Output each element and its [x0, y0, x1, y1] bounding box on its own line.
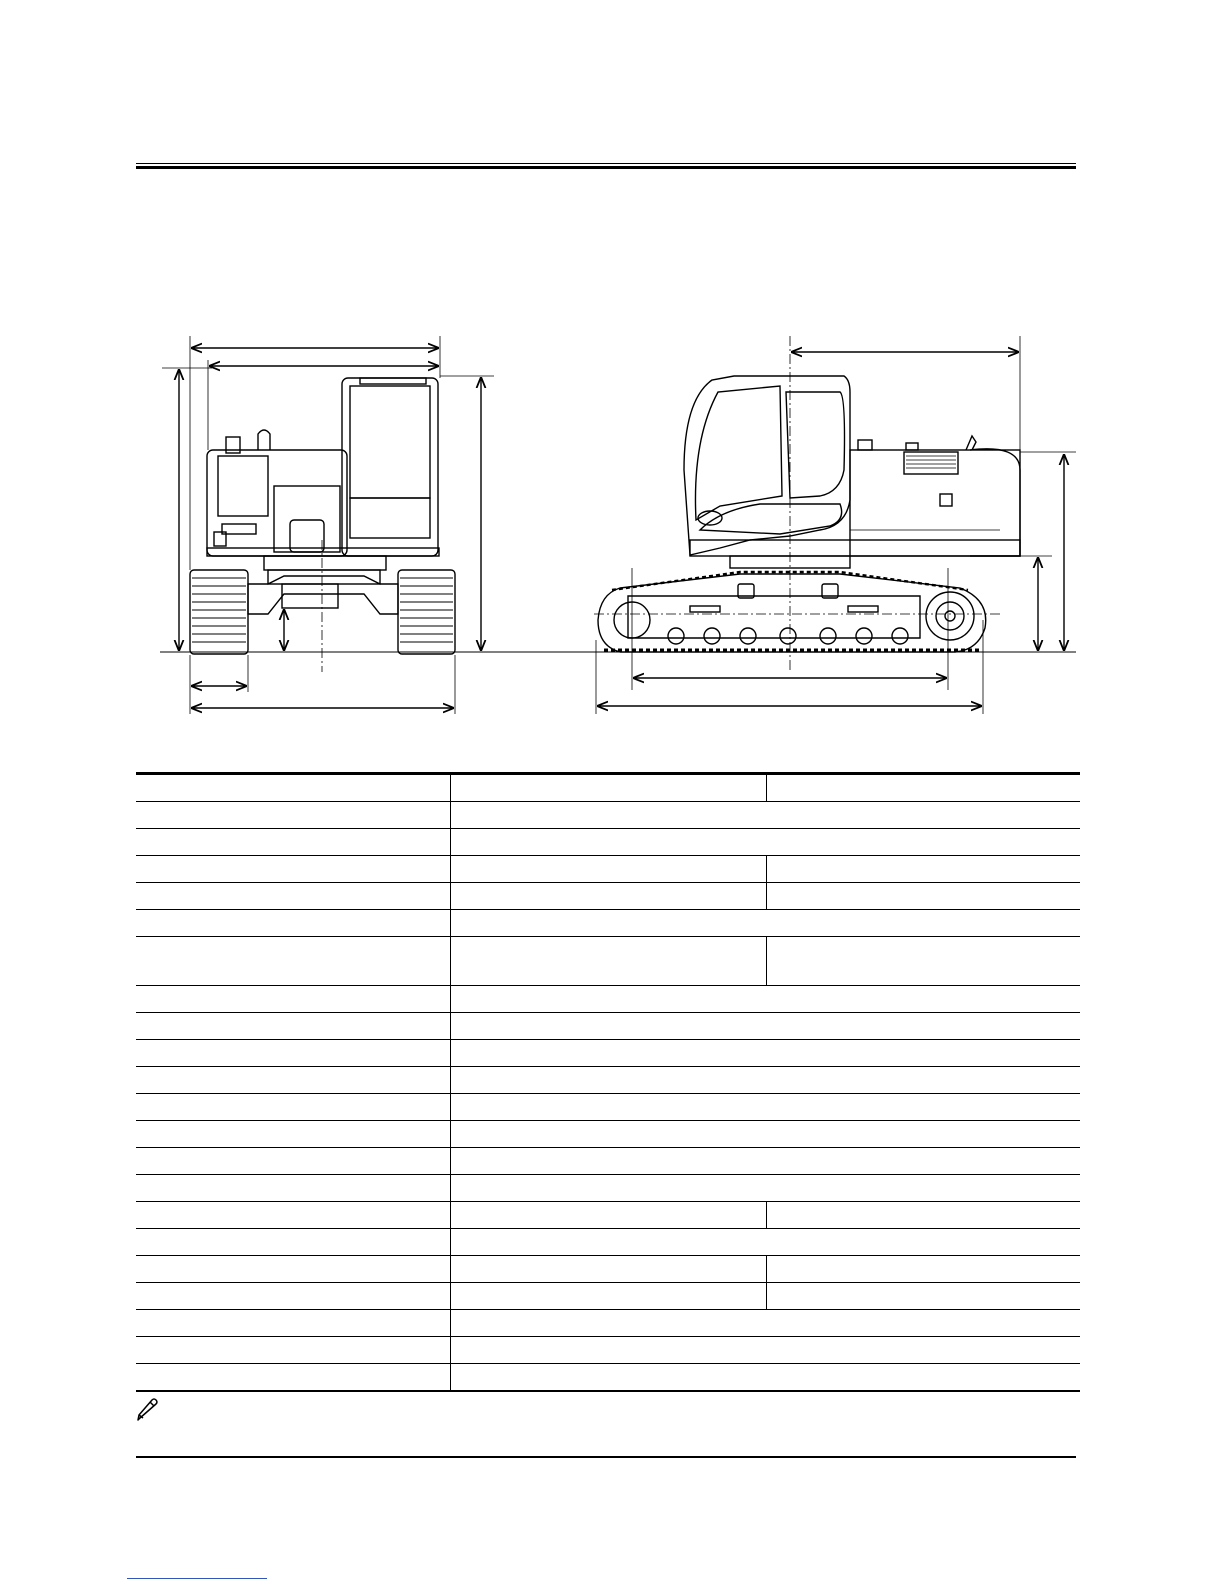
table-row — [136, 1364, 1080, 1392]
row-value — [451, 1040, 1081, 1067]
row-value — [451, 986, 1081, 1013]
table-row — [136, 937, 1080, 986]
row-value — [451, 1202, 767, 1229]
table-row — [136, 1283, 1080, 1310]
footer-link-underline[interactable] — [127, 1578, 267, 1579]
row-value — [451, 856, 767, 883]
pencil-note-icon — [134, 1396, 160, 1422]
row-label — [136, 910, 451, 937]
row-value — [451, 1256, 767, 1283]
table-row — [136, 1229, 1080, 1256]
row-label — [136, 1310, 451, 1337]
table-row — [136, 986, 1080, 1013]
front-view — [162, 336, 494, 714]
row-label — [136, 1229, 451, 1256]
table-row — [136, 1067, 1080, 1094]
row-label — [136, 1094, 451, 1121]
row-label — [136, 883, 451, 910]
row-value — [451, 1337, 1081, 1364]
table-row — [136, 856, 1080, 883]
row-label — [136, 1337, 451, 1364]
row-label — [136, 986, 451, 1013]
row-label — [136, 1364, 451, 1392]
side-view — [594, 336, 1076, 714]
row-label — [136, 774, 451, 802]
table-row — [136, 829, 1080, 856]
row-value — [767, 856, 1081, 883]
row-value — [767, 774, 1081, 802]
row-label — [136, 1067, 451, 1094]
row-label — [136, 937, 451, 986]
table-row — [136, 1310, 1080, 1337]
row-label — [136, 856, 451, 883]
table-row — [136, 774, 1080, 802]
table-row — [136, 1121, 1080, 1148]
row-value — [767, 1256, 1081, 1283]
row-value — [451, 1121, 1081, 1148]
row-value — [451, 1283, 767, 1310]
row-value — [451, 802, 1081, 829]
row-value — [451, 910, 1081, 937]
row-value — [451, 829, 1081, 856]
table-row — [136, 1013, 1080, 1040]
row-label — [136, 1256, 451, 1283]
row-label — [136, 1121, 451, 1148]
row-value — [451, 1310, 1081, 1337]
row-value — [767, 1283, 1081, 1310]
row-label — [136, 802, 451, 829]
row-value — [451, 1013, 1081, 1040]
row-label — [136, 1148, 451, 1175]
row-value — [451, 883, 767, 910]
spec-table — [136, 772, 1080, 1392]
row-label — [136, 1040, 451, 1067]
row-value — [767, 937, 1081, 986]
row-label — [136, 829, 451, 856]
row-value — [451, 937, 767, 986]
row-value — [451, 1094, 1081, 1121]
table-row — [136, 1337, 1080, 1364]
table-row — [136, 1094, 1080, 1121]
row-value — [767, 883, 1081, 910]
row-value — [451, 774, 767, 802]
table-row — [136, 883, 1080, 910]
excavator-dimension-diagram — [0, 0, 1224, 740]
bottom-rule — [136, 1456, 1076, 1458]
row-value — [767, 1202, 1081, 1229]
table-row — [136, 802, 1080, 829]
table-row — [136, 1148, 1080, 1175]
row-value — [451, 1364, 1081, 1392]
row-value — [451, 1175, 1081, 1202]
table-row — [136, 1256, 1080, 1283]
row-label — [136, 1013, 451, 1040]
row-label — [136, 1202, 451, 1229]
row-label — [136, 1283, 451, 1310]
row-value — [451, 1067, 1081, 1094]
row-value — [451, 1229, 1081, 1256]
table-row — [136, 910, 1080, 937]
table-row — [136, 1040, 1080, 1067]
table-row — [136, 1202, 1080, 1229]
row-value — [451, 1148, 1081, 1175]
row-label — [136, 1175, 451, 1202]
table-row — [136, 1175, 1080, 1202]
